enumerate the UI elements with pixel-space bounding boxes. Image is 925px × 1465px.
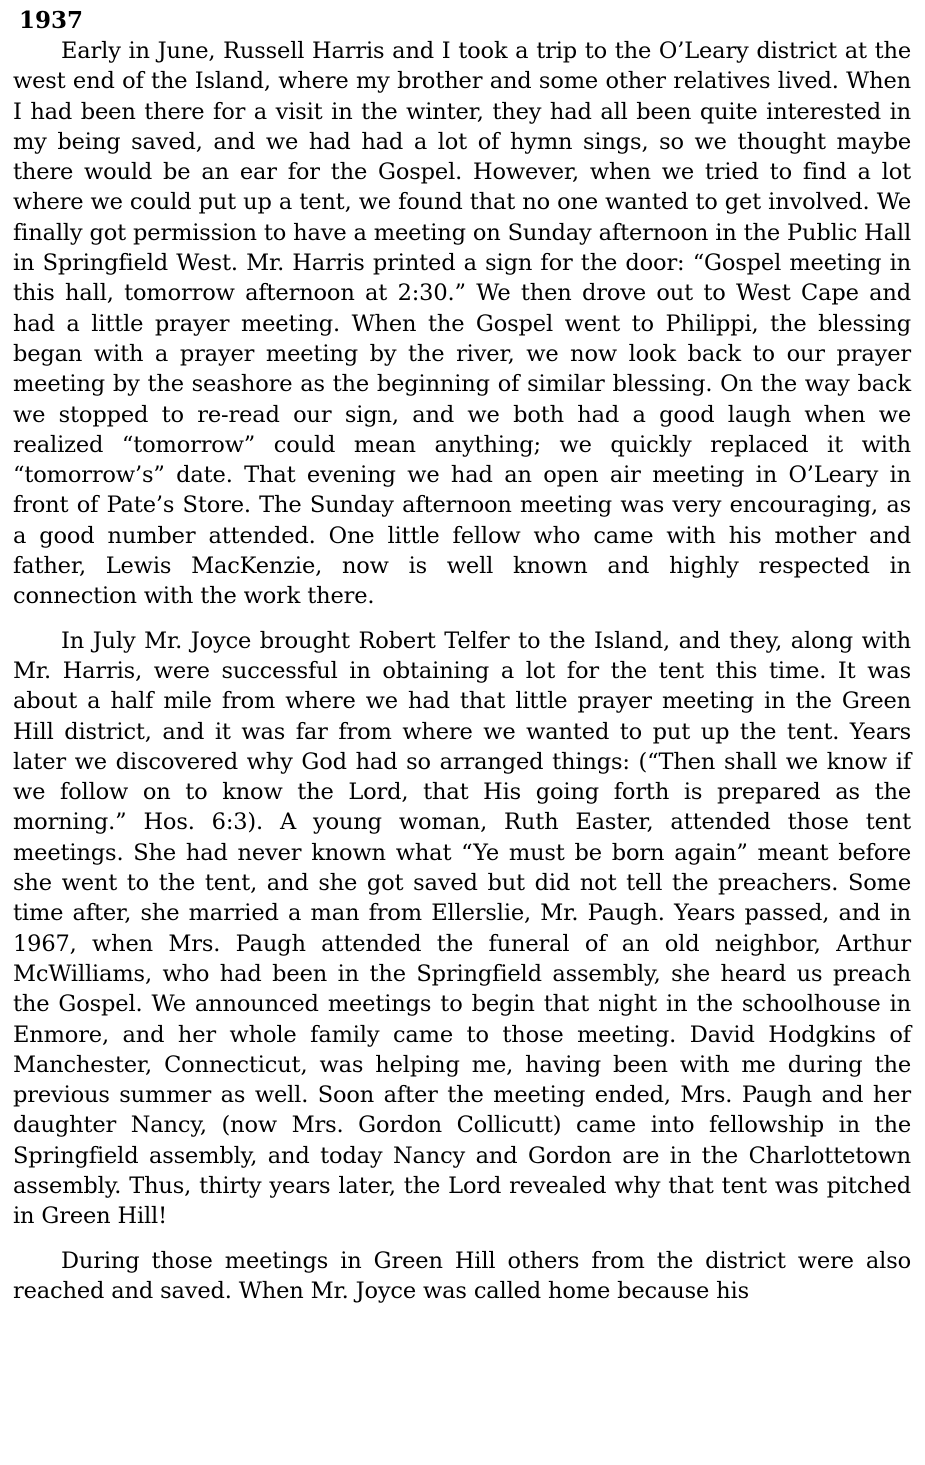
paragraph-green-hill-meetings: During those meetings in Green Hill others from the district were also reached and saved. When Mr. Joyce was called home because his xyxy=(13,1247,911,1304)
page-heading-year: 1937 xyxy=(19,7,84,34)
paragraph-oleary-trip: Early in June, Russell Harris and I took a trip to the O’Leary district at the west end of the Island, where my brother and some other relatives lived. When I had been there for a visit in the winter, they had all been quite interested in my being saved, and we had had a lot of hymn sings, so we thought maybe there would be an ear for the Gospel. However, when we tried to find a lot where we could put up a tent, we found that no one wanted to get involved. We finally got permission to have a meeting on Sunday afternoon in the Public Hall in Springfield West. Mr. Harris printed a sign for the door: “Gospel meeting in this hall, tomorrow afternoon at 2:30.” We then drove out to West Cape and had a little prayer meeting. When the Gospel went to Philippi, the blessing began with a prayer meeting by the river, we now look back to our prayer meeting by the seashore as the beginning of similar blessing. On the way back we stopped to re-read our sign, and we both had a good laugh when we realized “tomorrow” could mean anything; we quickly replaced it with “tomorrow’s” date. That evening we had an open air meeting in O’Leary in front of Pate’s Store. The Sunday afternoon meeting was very encouraging, as a good number attended. One little fellow who came with his mother and father, Lewis MacKenzie, now is well known and highly respected in connection with the work there. xyxy=(13,38,911,610)
paragraph-green-hill-tent: In July Mr. Joyce brought Robert Telfer to the Island, and they, along with Mr. Harris, were successful in obtaining a lot for the tent this time. It was about a half mile from where we had that little prayer meeting in the Green Hill district, and it was far from where we wanted to put up the tent. Years later we discovered why God had so arranged things: (“Then shall we know if we follow on to know the Lord, that His going forth is prepared as the morning.” Hos. 6:3). A young woman, Ruth Easter, attended those tent meetings. She had never known what “Ye must be born again” meant before she went to the tent, and she got saved but did not tell the preachers. Some time after, she married a man from Ellerslie, Mr. Paugh. Years passed, and in 1967, when Mrs. Paugh attended the funeral of an old neighbor, Arthur McWilliams, who had been in the Springfield assembly, she heard us preach the Gospel. We announced meetings to begin that night in the schoolhouse in Enmore, and her whole family came to those meeting. David Hodgkins of Manchester, Connecticut, was helping me, having been with me during the previous summer as well. Soon after the meeting ended, Mrs. Paugh and her daughter Nancy, (now Mrs. Gordon Collicutt) came into fellowship in the Springfield assembly, and today Nancy and Gordon are in the Charlottetown assembly. Thus, thirty years later, the Lord revealed why that tent was pitched in Green Hill! xyxy=(13,627,911,1230)
